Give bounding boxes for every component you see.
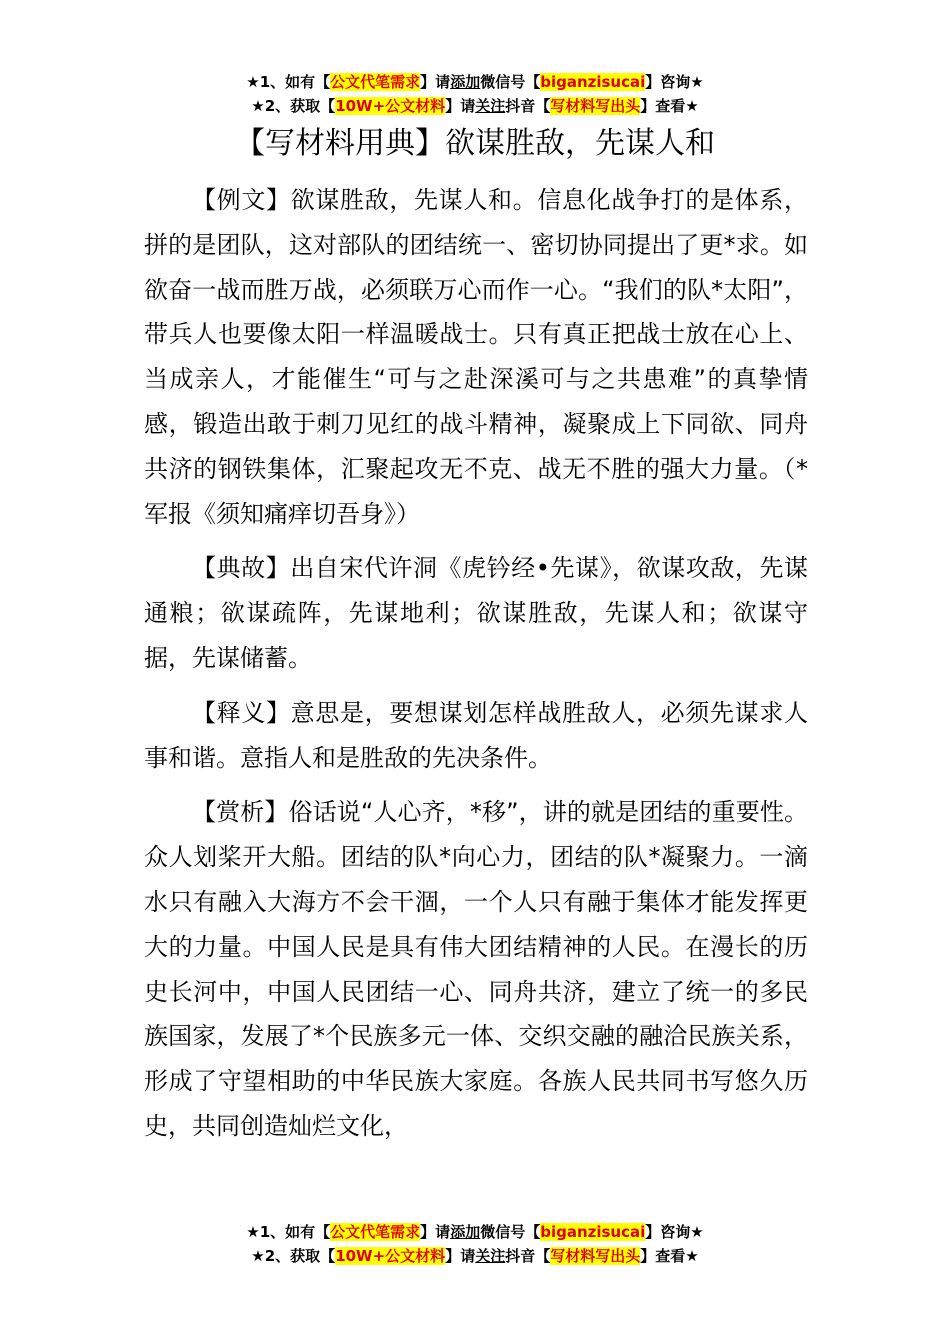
banner-highlight: 公文代笔需求 — [330, 73, 421, 91]
banner-text: 】查看★ — [640, 97, 699, 115]
paragraph-example: 【例文】欲谋胜敌，先谋人和。信息化战争打的是体系，拼的是团队，这对部队的团结统一、密切协同提出了更*求。如欲奋一战而胜万战，必须联万心而作一心。“我们的队*太阳”，带兵人也要像太阳一样温暖战士。只有真正把战士放在心上、当成亲人，才能催生“可与之赴深溪可与之共患难”的真挚情感，锻造出敢于刺刀见红的战斗精神，凝聚成上下同欲、同舟共济的钢铁集体，汇聚起攻无不克、战无不胜的强大力量。（*军报《须知痛痒切吾身》） — [144, 186, 808, 528]
banner-underline: 关注 — [475, 1247, 506, 1265]
banner-line-1 — [0, 70, 950, 94]
banner-highlight-wechat: biganzisucai — [540, 73, 646, 91]
banner-text: 】咨询★ — [645, 1223, 704, 1241]
footer-banner — [0, 1220, 950, 1268]
paragraph-allusion: 【典故】出自宋代许洞《虎钤经•先谋》，欲谋攻敌，先谋通粮；欲谋疏阵，先谋地利；欲谋胜敌，先谋人和；欲谋守据，先谋储蓄。 — [144, 554, 808, 672]
banner-text: 】咨询★ — [645, 73, 704, 91]
paragraph-meaning: 【释义】意思是，要想谋划怎样战胜敌人，必须先谋求人事和谐。意指人和是胜敌的先决条件。 — [144, 698, 808, 772]
banner-highlight-wechat: biganzisucai — [540, 1223, 646, 1241]
banner-underline: 关注 — [475, 97, 506, 115]
banner-text: ★2、获取【 — [251, 97, 336, 115]
header-banner — [0, 70, 950, 118]
banner-highlight: 公文代笔需求 — [330, 1223, 421, 1241]
banner-line-2 — [0, 94, 950, 118]
banner-text: ★2、获取【 — [251, 1247, 336, 1265]
banner-text: 】查看★ — [640, 1247, 699, 1265]
banner-text: 】请 — [445, 1247, 476, 1265]
banner-highlight: 10W+公文材料 — [335, 97, 446, 115]
banner-text: 抖音【 — [505, 97, 551, 115]
banner-highlight-douyin: 写材料写出头 — [550, 97, 641, 115]
banner-text: ★1、如有【 — [246, 73, 331, 91]
banner-text: 微信号【 — [480, 1223, 541, 1241]
banner-text: ★1、如有【 — [246, 1223, 331, 1241]
banner-text: 】请 — [420, 73, 451, 91]
banner-text: 微信号【 — [480, 73, 541, 91]
document-body — [144, 178, 808, 1159]
banner-line-2 — [0, 1244, 950, 1268]
banner-highlight-douyin: 写材料写出头 — [550, 1247, 641, 1265]
banner-line-1 — [0, 1220, 950, 1244]
banner-highlight: 10W+公文材料 — [335, 1247, 446, 1265]
banner-underline: 添加 — [450, 1223, 481, 1241]
banner-text: 抖音【 — [505, 1247, 551, 1265]
document-title: 【写材料用典】欲谋胜敌，先谋人和 — [235, 126, 715, 161]
banner-underline: 添加 — [450, 73, 481, 91]
banner-text: 】请 — [420, 1223, 451, 1241]
paragraph-analysis: 【赏析】俗话说“人心齐，*移”，讲的就是团结的重要性。众人划桨开大船。团结的队*向心力，团结的队*凝聚力。一滴水只有融入大海方不会干涸，一个人只有融于集体才能发挥更大的力量。中国人民是具有伟大团结精神的人民。在漫长的历史长河中，中国人民团结一心、同舟共济，建立了统一的多民族国家，发展了*个民族多元一体、交织交融的融洽民族关系，形成了守望相助的中华民族大家庭。各族人民共同书写悠久历史，共同创造灿烂文化， — [144, 798, 808, 1140]
banner-text: 】请 — [445, 97, 476, 115]
